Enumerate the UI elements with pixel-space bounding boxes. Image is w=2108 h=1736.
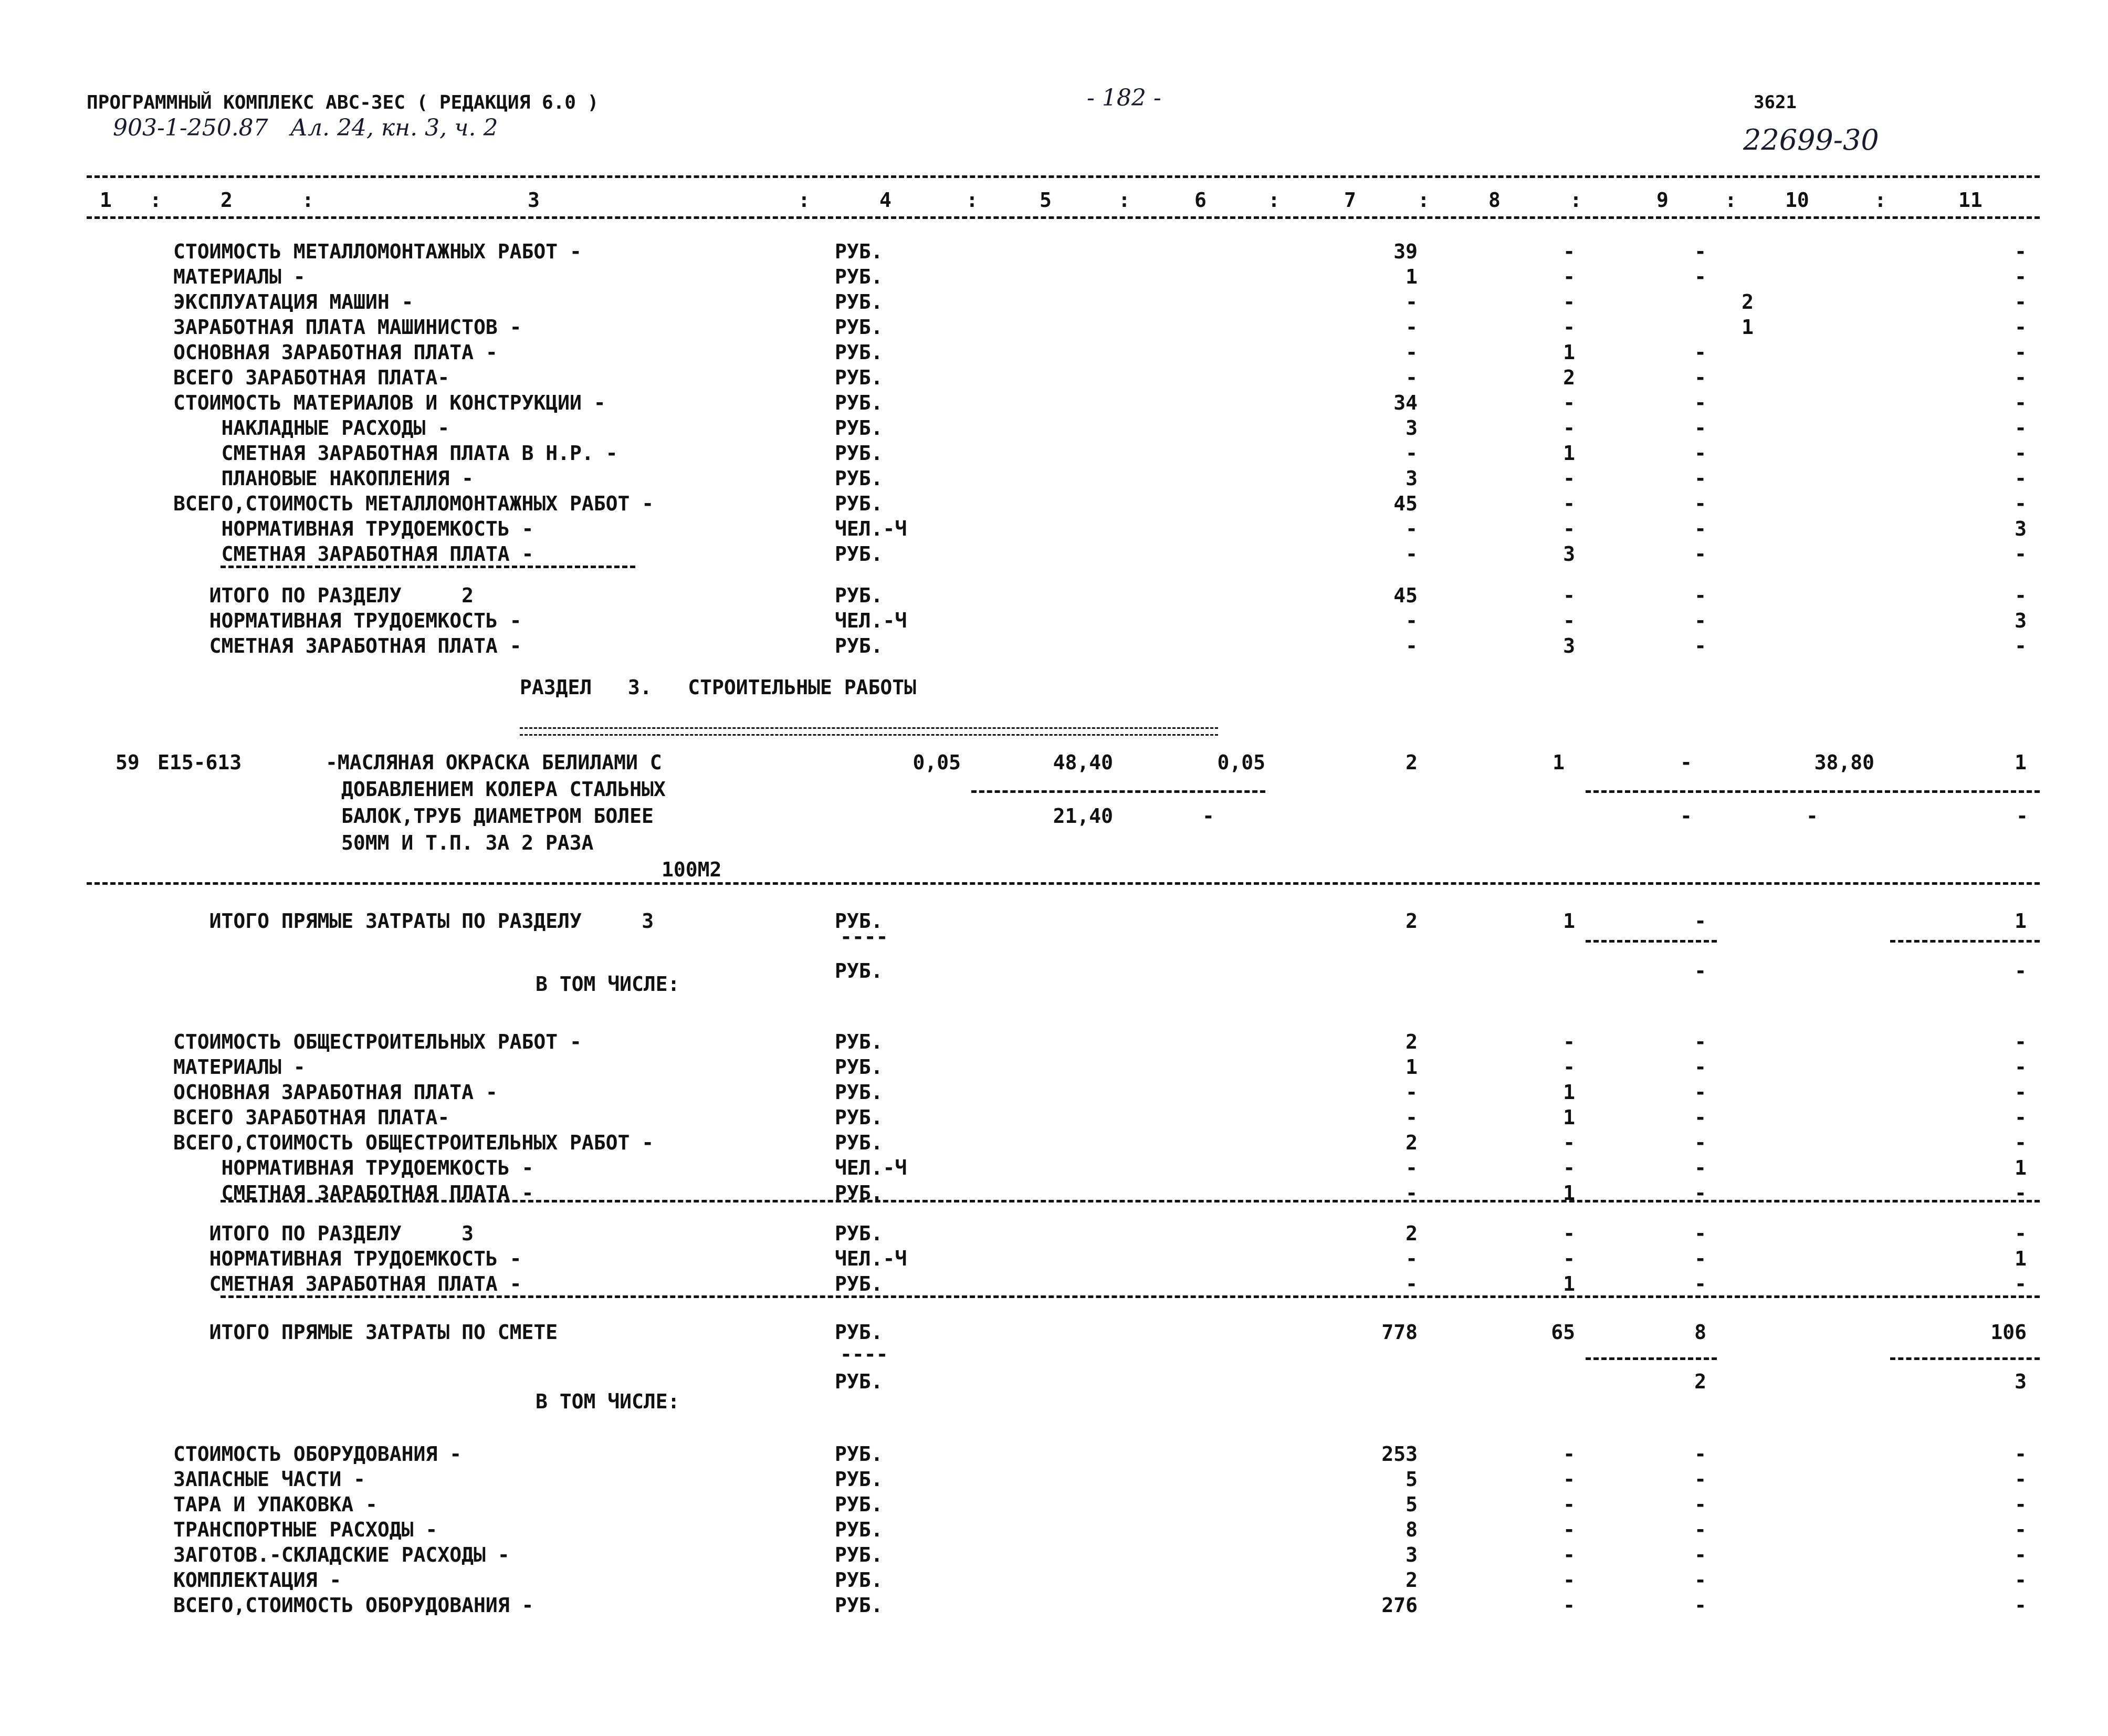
in-that-number-label-2: В ТОМ ЧИСЛЕ: [536, 1390, 680, 1413]
row-c7: - [1406, 609, 1418, 632]
row-unit: ЧЕЛ.-Ч [835, 1156, 907, 1179]
row-c7: 2 [1406, 1568, 1418, 1592]
column-separator: : [150, 189, 162, 212]
row-c7: - [1406, 517, 1418, 540]
row-unit: РУБ. [835, 1106, 883, 1129]
column-separator: : [1268, 189, 1280, 212]
row-c7: 3 [1406, 1543, 1418, 1566]
row-c9: - [1694, 1247, 1706, 1270]
row-c9: - [1694, 584, 1706, 607]
handwritten-reference: 903-1-250.87 Ал. 24, кн. 3, ч. 2 [113, 114, 498, 141]
row-c8: 1 [1563, 1181, 1575, 1205]
row-unit: РУБ. [835, 467, 883, 490]
row-unit: РУБ. [835, 492, 883, 515]
header-rule-top [87, 175, 2040, 178]
row-label: ЗАРАБОТНАЯ ПЛАТА МАШИНИСТОВ - [173, 316, 522, 339]
row-unit: РУБ. [835, 634, 883, 657]
column-separator: : [302, 189, 314, 212]
row-c11: 3 [2015, 609, 2027, 632]
row-c9: - [1694, 1131, 1706, 1154]
row-label: ОСНОВНАЯ ЗАРАБОТНАЯ ПЛАТА - [173, 341, 498, 364]
row-c10: 1 [1742, 316, 1754, 339]
subtotal-rule [221, 566, 635, 568]
row-unit: РУБ. [835, 1442, 883, 1466]
page-number: - 182 - [1087, 85, 1161, 111]
row-c8: - [1563, 1568, 1575, 1592]
item-code: Е15-613 [158, 751, 242, 774]
row-label: ИТОГО ПРЯМЫЕ ЗАТРАТЫ ПО СМЕТЕ [173, 1321, 558, 1344]
item-wage-price: 21,40 [1053, 804, 1113, 828]
row-c8: - [1563, 265, 1575, 288]
row-c7: - [1406, 366, 1418, 389]
row-unit: ЧЕЛ.-Ч [835, 517, 907, 540]
item-unit-price: 48,40 [1053, 751, 1113, 774]
row-c8: - [1563, 492, 1575, 515]
row-c8: - [1563, 1518, 1575, 1541]
item-col11-lower: - [2016, 804, 2028, 828]
row-c9: - [1694, 909, 1706, 933]
row-c9: 8 [1694, 1321, 1706, 1344]
row-c11: - [2015, 1055, 2027, 1079]
item-number: 59 [116, 751, 140, 774]
row-unit: РУБ. [835, 391, 883, 414]
row-c8: - [1563, 609, 1575, 632]
item-desc-line-4: 50ММ И Т.П. ЗА 2 РАЗА [341, 831, 594, 854]
row-c8: - [1563, 1493, 1575, 1516]
row-unit: РУБ. [835, 1272, 883, 1295]
row-c8: - [1563, 1442, 1575, 1466]
row-label: ОСНОВНАЯ ЗАРАБОТНАЯ ПЛАТА - [173, 1081, 498, 1104]
row-c11: - [2015, 442, 2027, 465]
row-unit: РУБ. [835, 1568, 883, 1592]
column-number: 8 [1488, 189, 1501, 212]
row-unit: РУБ. [835, 1081, 883, 1104]
row-c11: - [2015, 416, 2027, 440]
column-separator: : [1874, 189, 1886, 212]
row-c8: 2 [1563, 366, 1575, 389]
row-unit: РУБ. [835, 290, 883, 313]
item-quantity: 0,05 [913, 751, 961, 774]
row-label: НАКЛАДНЫЕ РАСХОДЫ - [173, 416, 450, 440]
row-label: МАТЕРИАЛЫ - [173, 265, 306, 288]
row-label: ТРАНСПОРТНЫЕ РАСХОДЫ - [173, 1518, 438, 1541]
row-c9: - [1694, 1181, 1706, 1205]
item-price-rule [971, 790, 1265, 793]
row-c8: 1 [1563, 341, 1575, 364]
row-c9: - [1694, 542, 1706, 566]
row-c9: - [1694, 609, 1706, 632]
row-c9: - [1694, 240, 1706, 263]
row-c11: - [2015, 1594, 2027, 1617]
row-c7: 8 [1406, 1518, 1418, 1541]
row-c7: - [1406, 1272, 1418, 1295]
row-c8: - [1563, 316, 1575, 339]
row-label: ВСЕГО,СТОИМОСТЬ МЕТАЛЛОМОНТАЖНЫХ РАБОТ - [173, 492, 654, 515]
row-c7: - [1406, 634, 1418, 657]
row-c11: - [2015, 1568, 2027, 1592]
unit-dash-1: ---- [840, 925, 888, 948]
column-separator: : [1418, 189, 1430, 212]
row-c11: - [2015, 366, 2027, 389]
row-c11: - [2015, 1131, 2027, 1154]
item-col10-lower: - [1806, 804, 1818, 828]
row-c8: 1 [1563, 1272, 1575, 1295]
row-c11: - [2015, 1468, 2027, 1491]
section3-double-rule [520, 727, 1218, 736]
row-unit: ЧЕЛ.-Ч [835, 609, 907, 632]
row-c8: - [1563, 1247, 1575, 1270]
row-c7: 778 [1381, 1321, 1418, 1344]
row-c9: - [1694, 1493, 1706, 1516]
row-c9: - [1694, 265, 1706, 288]
row-c8: - [1563, 391, 1575, 414]
row-c7: 5 [1406, 1468, 1418, 1491]
row-c9: - [1694, 341, 1706, 364]
row-label: ЭКСПЛУАТАЦИЯ МАШИН - [173, 290, 414, 313]
row-unit: РУБ. [835, 1493, 883, 1516]
row-unit: РУБ. [835, 1468, 883, 1491]
item-right-rule [1586, 790, 2040, 793]
row-c9: - [1694, 517, 1706, 540]
row-c9: - [1694, 467, 1706, 490]
row-c8: - [1563, 1468, 1575, 1491]
row-c11: 3 [2015, 517, 2027, 540]
column-number: 3 [528, 189, 540, 212]
row-unit: РУБ. [835, 584, 883, 607]
row-c8: - [1563, 1055, 1575, 1079]
row-c7: - [1406, 1156, 1418, 1179]
row-c11: - [2015, 584, 2027, 607]
row-unit: РУБ. [835, 909, 883, 933]
row-c9: - [1694, 366, 1706, 389]
row-label: ЗАГОТОВ.-СКЛАДСКИЕ РАСХОДЫ - [173, 1543, 510, 1566]
row-c11: - [2015, 492, 2027, 515]
row-c11: - [2015, 1493, 2027, 1516]
row-c7: 34 [1393, 391, 1418, 414]
row-c9: - [1694, 1543, 1706, 1566]
column-number: 4 [879, 189, 892, 212]
column-separator: : [798, 189, 810, 212]
row-c11: - [2015, 1272, 2027, 1295]
section3-rule [87, 882, 2040, 885]
row-c7: - [1406, 1081, 1418, 1104]
row-c9: - [1694, 1594, 1706, 1617]
row-c11: - [2015, 1222, 2027, 1245]
row-c8: - [1563, 584, 1575, 607]
row-c11: - [2015, 341, 2027, 364]
row-label: СМЕТНАЯ ЗАРАБОТНАЯ ПЛАТА - [173, 1181, 534, 1205]
row-c8: 1 [1563, 442, 1575, 465]
row-c9: - [1694, 634, 1706, 657]
column-separator: : [1118, 189, 1130, 212]
row-c8: 1 [1563, 1106, 1575, 1129]
col9-subrule-2 [1586, 1357, 1717, 1360]
program-title: ПРОГРАММНЫЙ КОМПЛЕКС АВС-ЗЕС ( РЕДАКЦИЯ 6.0 ) [87, 92, 599, 113]
row-c9: - [1694, 1081, 1706, 1104]
row-unit: РУБ. [835, 1518, 883, 1541]
row-c11: - [2015, 1081, 2027, 1104]
column-number: 2 [221, 189, 233, 212]
row-label: ИТОГО ПРЯМЫЕ ЗАТРАТЫ ПО РАЗДЕЛУ 3 [173, 909, 654, 933]
row-label: ТАРА И УПАКОВКА - [173, 1493, 377, 1516]
row-c11: - [2015, 391, 2027, 414]
row-unit: РУБ. [835, 1055, 883, 1079]
row-unit: РУБ. [835, 240, 883, 263]
row-c9: 2 [1694, 1370, 1706, 1393]
row-label: НОРМАТИВНАЯ ТРУДОЕМКОСТЬ - [173, 517, 534, 540]
row-unit: РУБ. [835, 316, 883, 339]
row-c7: 2 [1406, 909, 1418, 933]
row-c11: - [2015, 1543, 2027, 1566]
row-c8: 1 [1563, 909, 1575, 933]
row-c11: - [2015, 290, 2027, 313]
row-c8: - [1563, 290, 1575, 313]
row-label: ИТОГО ПО РАЗДЕЛУ 2 [173, 584, 474, 607]
row-unit: РУБ. [835, 959, 883, 982]
row-label: КОМПЛЕКТАЦИЯ - [173, 1568, 342, 1592]
row-c8: - [1563, 1030, 1575, 1053]
column-number: 6 [1194, 189, 1207, 212]
row-c7: - [1406, 290, 1418, 313]
row-c9: - [1694, 1442, 1706, 1466]
row-c9: - [1694, 1468, 1706, 1491]
row-c9: - [1694, 416, 1706, 440]
item-desc-line-3: БАЛОК,ТРУБ ДИАМЕТРОМ БОЛЕЕ [341, 804, 654, 828]
column-separator: : [966, 189, 978, 212]
row-c11: - [2015, 1442, 2027, 1466]
row-c11: 1 [2015, 909, 2027, 933]
column-number: 7 [1344, 189, 1356, 212]
row-c9: - [1694, 492, 1706, 515]
row-c11: - [2015, 634, 2027, 657]
row-c9: - [1694, 1518, 1706, 1541]
row-c11: - [2015, 542, 2027, 566]
row-c8: - [1563, 1222, 1575, 1245]
row-c9: - [1694, 1272, 1706, 1295]
column-number: 10 [1785, 189, 1809, 212]
row-label: СТОИМОСТЬ МАТЕРИАЛОВ И КОНСТРУКЦИИ - [173, 391, 606, 414]
row-c7: - [1406, 341, 1418, 364]
column-separator: : [1570, 189, 1582, 212]
row-unit: РУБ. [835, 1222, 883, 1245]
item-desc-line-2: ДОБАВЛЕНИЕМ КОЛЕРА СТАЛЬНЫХ [341, 778, 666, 801]
row-c8: - [1563, 517, 1575, 540]
header-rule-bottom [87, 216, 2040, 219]
col11-subrule-1 [1890, 940, 2040, 943]
row-c7: 45 [1393, 584, 1418, 607]
row-c11: - [2015, 265, 2027, 288]
row-c8: - [1563, 1156, 1575, 1179]
document-code-small: 3621 [1754, 92, 1797, 113]
item-col9: - [1680, 751, 1692, 774]
row-c7: - [1406, 442, 1418, 465]
item-col6-lower: - [1202, 804, 1214, 828]
col9-subrule-1 [1586, 940, 1717, 943]
item-col10: 38,80 [1814, 751, 1874, 774]
row-label: ВСЕГО,СТОИМОСТЬ ОБОРУДОВАНИЯ - [173, 1594, 534, 1617]
row-label: СМЕТНАЯ ЗАРАБОТНАЯ ПЛАТА - [173, 1272, 522, 1295]
row-unit: РУБ. [835, 542, 883, 566]
row-c11: - [2015, 1181, 2027, 1205]
row-unit: РУБ. [835, 1370, 883, 1393]
row-c9: - [1694, 1568, 1706, 1592]
row-c11: - [2015, 1518, 2027, 1541]
row-c9: - [1694, 1106, 1706, 1129]
row-c8: - [1563, 240, 1575, 263]
column-number: 1 [100, 189, 112, 212]
row-c7: 5 [1406, 1493, 1418, 1516]
document-code-large: 22699-30 [1743, 123, 1879, 156]
row-c8: 3 [1563, 634, 1575, 657]
row-c7: 2 [1406, 1030, 1418, 1053]
grand-total-rule [221, 1295, 2040, 1298]
row-unit: РУБ. [835, 1030, 883, 1053]
item-col7: 2 [1406, 751, 1418, 774]
row-c8: - [1563, 467, 1575, 490]
row-c7: - [1406, 1247, 1418, 1270]
column-separator: : [1725, 189, 1737, 212]
row-label: ВСЕГО,СТОИМОСТЬ ОБЩЕСТРОИТЕЛЬНЫХ РАБОТ - [173, 1131, 654, 1154]
row-c11: 1 [2015, 1156, 2027, 1179]
row-c9: - [1694, 1156, 1706, 1179]
row-c8: - [1563, 1543, 1575, 1566]
row-c7: - [1406, 542, 1418, 566]
row-label: СМЕТНАЯ ЗАРАБОТНАЯ ПЛАТА В Н.Р. - [173, 442, 618, 465]
row-label: ЗАПАСНЫЕ ЧАСТИ - [173, 1468, 366, 1491]
row-label: СМЕТНАЯ ЗАРАБОТНАЯ ПЛАТА - [173, 542, 534, 566]
row-c8: - [1563, 1131, 1575, 1154]
row-unit: РУБ. [835, 341, 883, 364]
row-unit: РУБ. [835, 1321, 883, 1344]
subtotal-rule-3 [221, 1200, 2040, 1202]
row-unit: ЧЕЛ.-Ч [835, 1247, 907, 1270]
row-c7: 3 [1406, 467, 1418, 490]
row-c7: 1 [1406, 265, 1418, 288]
row-label: НОРМАТИВНАЯ ТРУДОЕМКОСТЬ - [173, 1247, 522, 1270]
col11-subrule-2 [1890, 1357, 2040, 1360]
row-c11: - [2015, 1030, 2027, 1053]
row-c7: 1 [1406, 1055, 1418, 1079]
row-c8: - [1563, 416, 1575, 440]
item-col9-lower: - [1680, 804, 1692, 828]
row-c7: 276 [1381, 1594, 1418, 1617]
row-label: МАТЕРИАЛЫ - [173, 1055, 306, 1079]
item-col6: 0,05 [1217, 751, 1265, 774]
row-c11: - [2015, 467, 2027, 490]
row-c7: 45 [1393, 492, 1418, 515]
row-unit: РУБ. [835, 1594, 883, 1617]
row-c11: - [2015, 1106, 2027, 1129]
row-c9: - [1694, 1222, 1706, 1245]
row-c7: 253 [1381, 1442, 1418, 1466]
row-c10: 2 [1742, 290, 1754, 313]
row-c11: 1 [2015, 1247, 2027, 1270]
row-label: СМЕТНАЯ ЗАРАБОТНАЯ ПЛАТА - [173, 634, 522, 657]
row-c9: - [1694, 442, 1706, 465]
row-c9: - [1694, 959, 1706, 982]
row-c9: - [1694, 1030, 1706, 1053]
section3-title: РАЗДЕЛ 3. СТРОИТЕЛЬНЫЕ РАБОТЫ [520, 676, 916, 699]
row-label: НОРМАТИВНАЯ ТРУДОЕМКОСТЬ - [173, 1156, 534, 1179]
row-c11: - [2015, 316, 2027, 339]
row-label: НОРМАТИВНАЯ ТРУДОЕМКОСТЬ - [173, 609, 522, 632]
row-unit: РУБ. [835, 366, 883, 389]
row-unit: РУБ. [835, 1543, 883, 1566]
row-c8: 3 [1563, 542, 1575, 566]
row-c7: 2 [1406, 1222, 1418, 1245]
row-unit: РУБ. [835, 1131, 883, 1154]
row-c7: - [1406, 1106, 1418, 1129]
column-number: 5 [1040, 189, 1052, 212]
row-label: СТОИМОСТЬ МЕТАЛЛОМОНТАЖНЫХ РАБОТ - [173, 240, 582, 263]
row-c9: - [1694, 1055, 1706, 1079]
row-c9: - [1694, 391, 1706, 414]
row-c11: 106 [1990, 1321, 2027, 1344]
row-unit: РУБ. [835, 265, 883, 288]
row-c8: 1 [1563, 1081, 1575, 1104]
column-number: 9 [1656, 189, 1669, 212]
row-c7: - [1406, 1181, 1418, 1205]
item-col11: 1 [2015, 751, 2027, 774]
row-label: ВСЕГО ЗАРАБОТНАЯ ПЛАТА- [173, 1106, 450, 1129]
row-c8: 65 [1551, 1321, 1575, 1344]
row-c11: 3 [2015, 1370, 2027, 1393]
row-label: ПЛАНОВЫЕ НАКОПЛЕНИЯ - [173, 467, 474, 490]
in-that-number-label-1: В ТОМ ЧИСЛЕ: [536, 972, 680, 996]
row-label: ВСЕГО ЗАРАБОТНАЯ ПЛАТА- [173, 366, 450, 389]
row-c7: 3 [1406, 416, 1418, 440]
item-unit: 100М2 [662, 858, 722, 881]
row-label: СТОИМОСТЬ ОБОРУДОВАНИЯ - [173, 1442, 462, 1466]
item-desc-line-1: -МАСЛЯНАЯ ОКРАСКА БЕЛИЛАМИ С [326, 751, 662, 774]
row-c7: - [1406, 316, 1418, 339]
row-c11: - [2015, 959, 2027, 982]
row-c8: - [1563, 1594, 1575, 1617]
row-label: СТОИМОСТЬ ОБЩЕСТРОИТЕЛЬНЫХ РАБОТ - [173, 1030, 582, 1053]
column-number: 11 [1958, 189, 1983, 212]
unit-dash-2: ---- [840, 1343, 888, 1366]
row-unit: РУБ. [835, 442, 883, 465]
row-label: ИТОГО ПО РАЗДЕЛУ 3 [173, 1222, 474, 1245]
row-c7: 2 [1406, 1131, 1418, 1154]
row-unit: РУБ. [835, 1181, 883, 1205]
row-unit: РУБ. [835, 416, 883, 440]
row-c7: 39 [1393, 240, 1418, 263]
row-c11: - [2015, 240, 2027, 263]
item-col8: 1 [1553, 751, 1565, 774]
